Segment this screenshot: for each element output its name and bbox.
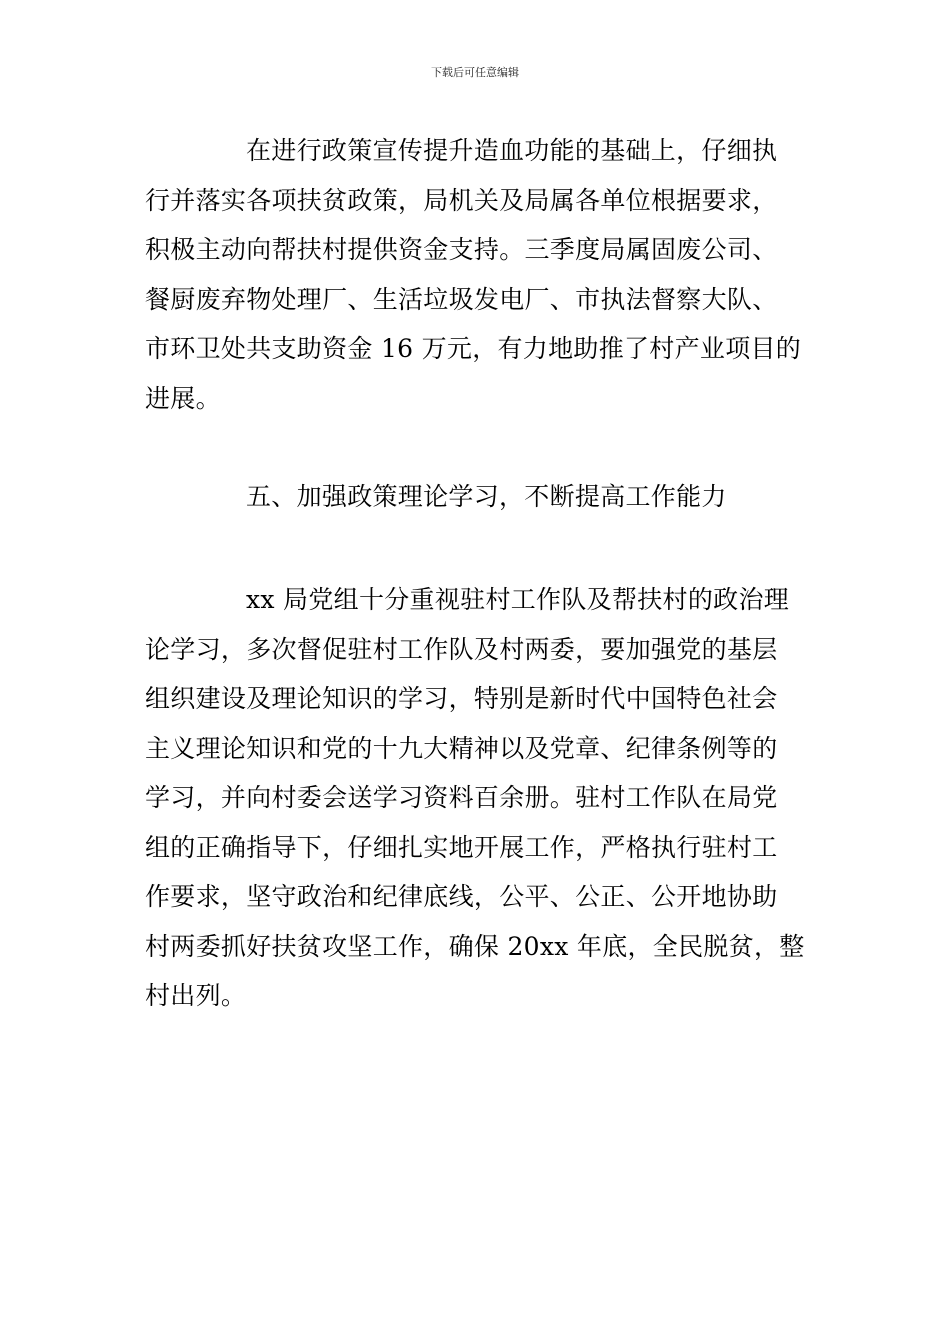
paragraph-theory-study (145, 575, 810, 1021)
page-header: 下载后可任意编辑 (431, 66, 519, 79)
section-heading: 五、加强政策理论学习，不断提高工作能力 (246, 482, 727, 511)
paragraph-text: 在进行政策宣传提升造血功能的基础上，仔细执 行并落实各项扶贫政策，局机关及局属各单位根据要求， 积极主动向帮扶村提供资金支持。三季度局属固废公司、 餐厨废弃物处理厂、生活垃圾发电厂、市执法督察大队、 市环卫处共支助资金 16 万元，有力地助推了村产业项目的 进展。 (145, 136, 802, 413)
paragraph-funding-support (145, 126, 810, 423)
paragraph-text: xx 局党组十分重视驻村工作队及帮扶村的政治理 论学习，多次督促驻村工作队及村两委，要加强党的基层 组织建设及理论知识的学习，特别是新时代中国特色社会 主义理论知识和党的十九大精神以及党章、纪律条例等的 学习，并向村委会送学习资料百余册。驻村工作队在局党 组的正确指导下，仔细扎实地开展工作，严格执行驻村工 作要求，坚守政治和纪律底线，公平、公正、公开地协助 村两委抓好扶贫攻坚工作，确保 20xx 年底，全民脱贫，整 村出列。 (145, 585, 805, 1010)
